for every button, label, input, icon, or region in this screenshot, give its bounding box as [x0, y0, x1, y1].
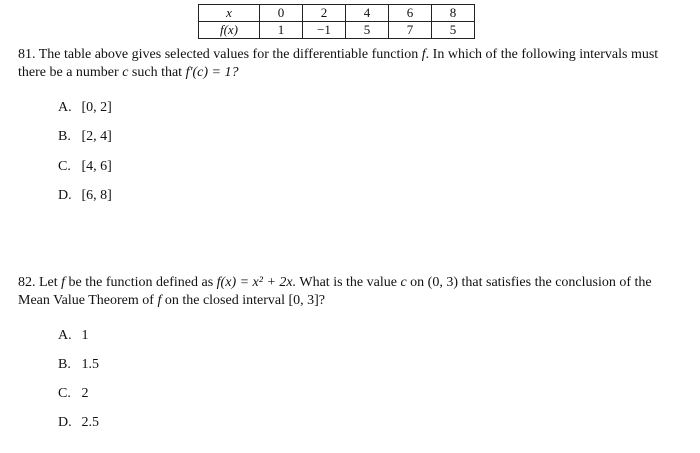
option-value: [4, 6] — [81, 159, 112, 174]
option-letter: D. — [58, 188, 72, 203]
values-table — [198, 4, 475, 39]
question-81-option-d[interactable] — [58, 187, 112, 205]
function-symbol: f — [157, 293, 162, 308]
question-81-option-c[interactable] — [58, 158, 112, 176]
option-letter: B. — [58, 129, 71, 144]
table-row-fx — [199, 22, 475, 39]
question-82-text-part: on the closed interval [0, 3]? — [164, 293, 326, 308]
option-letter: A. — [58, 328, 72, 343]
option-letter: D. — [58, 415, 72, 430]
question-82-number: 82. — [18, 275, 36, 290]
option-letter: C. — [58, 159, 71, 174]
question-81-text-part: . In which of the following intervals must there be a number — [18, 47, 659, 80]
x-value-cell: 8 — [432, 5, 475, 22]
x-value-cell: 6 — [389, 5, 432, 22]
function-symbol: f — [61, 275, 66, 290]
option-letter: B. — [58, 357, 71, 372]
option-value: [2, 4] — [81, 129, 112, 144]
function-definition: f(x) = x² + 2x. — [216, 275, 297, 290]
question-82-option-c[interactable] — [58, 385, 89, 403]
fx-value-cell: 5 — [346, 22, 389, 39]
fx-value-cell: 7 — [389, 22, 432, 39]
variable-symbol: c — [400, 275, 407, 290]
question-82-option-d[interactable] — [58, 414, 99, 432]
option-value: 2 — [81, 386, 89, 401]
question-82-text-part: be the function defined as — [68, 275, 214, 290]
question-82-text-part: on (0, 3) that satisfies the conclusion of the Mean Value Theorem of — [18, 275, 652, 308]
derivative-expression: f′(c) = 1? — [185, 65, 239, 80]
question-81-option-a[interactable] — [58, 99, 112, 117]
option-value: [0, 2] — [81, 100, 112, 115]
question-82-text-part: Let — [39, 275, 58, 290]
function-symbol: f — [421, 47, 426, 62]
x-header-cell: x — [199, 5, 260, 22]
question-82-option-a[interactable] — [58, 327, 89, 345]
option-letter: C. — [58, 386, 71, 401]
option-letter: A. — [58, 100, 72, 115]
x-value-cell: 4 — [346, 5, 389, 22]
variable-symbol: c — [122, 65, 129, 80]
question-81-text-part: The table above gives selected values for the differentiable function — [38, 47, 419, 62]
x-value-cell: 0 — [260, 5, 303, 22]
option-value: [6, 8] — [81, 188, 112, 203]
option-value: 1 — [81, 328, 89, 343]
option-value: 2.5 — [81, 415, 99, 430]
question-82-text — [18, 274, 668, 310]
question-82-option-b[interactable] — [58, 356, 99, 374]
fx-value-cell: 5 — [432, 22, 475, 39]
option-value: 1.5 — [81, 357, 99, 372]
fx-header-cell: f(x) — [199, 22, 260, 39]
question-81-text-part: such that — [131, 65, 183, 80]
question-82-text-part: What is the value — [299, 275, 397, 290]
x-value-cell: 2 — [303, 5, 346, 22]
question-81-option-b[interactable] — [58, 128, 112, 146]
fx-value-cell: 1 — [260, 22, 303, 39]
fx-value-cell: −1 — [303, 22, 346, 39]
table-row-x — [199, 5, 475, 22]
question-81-text — [18, 46, 668, 82]
question-81-number: 81. — [18, 47, 36, 62]
